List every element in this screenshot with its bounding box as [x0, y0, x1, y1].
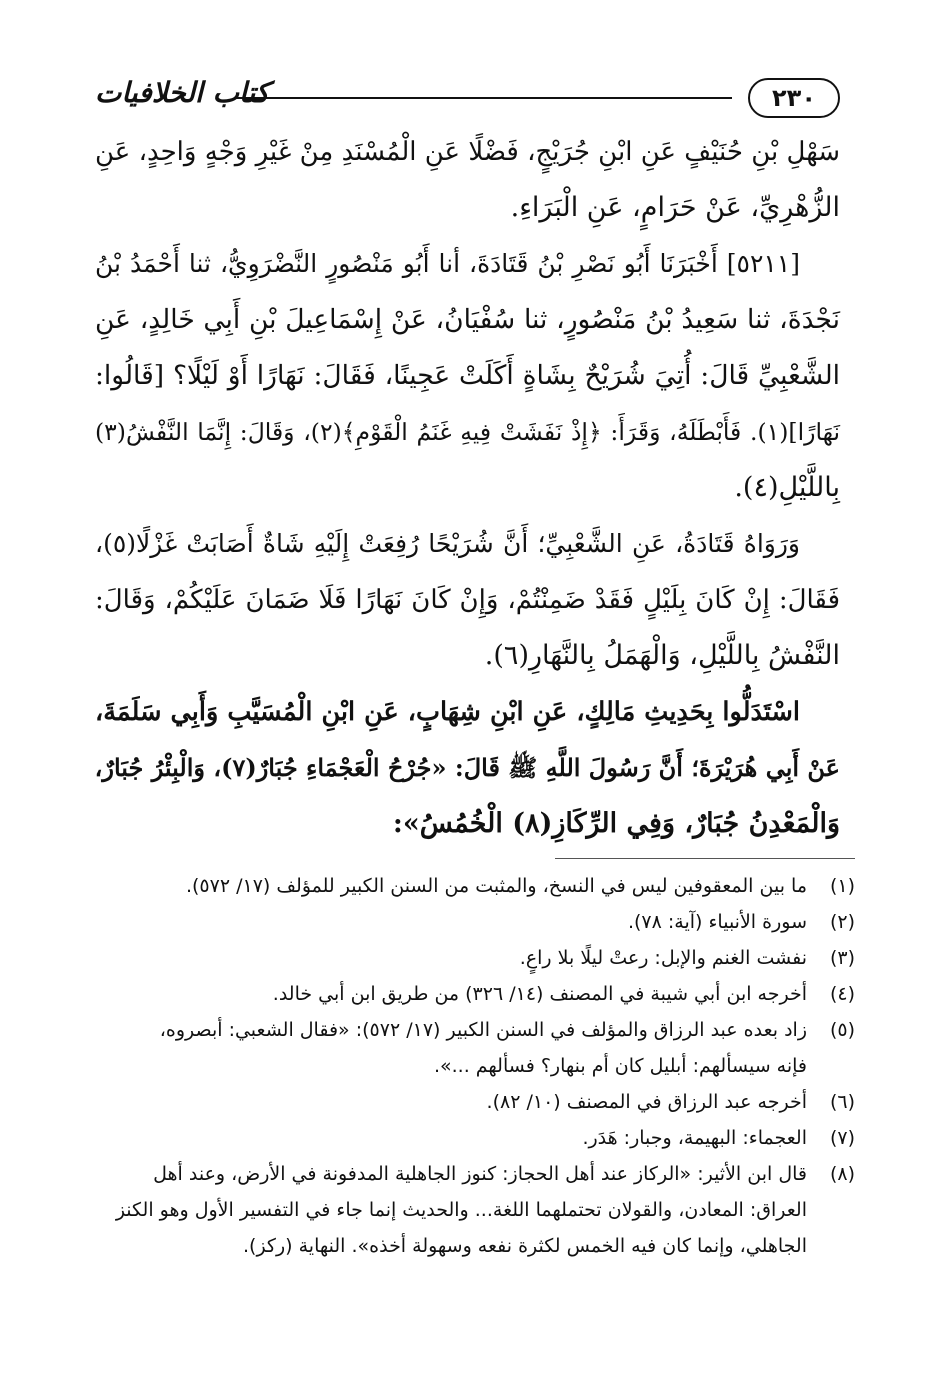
text-line: عَنْ أَبِي هُرَيْرَةَ؛ أَنَّ رَسُولَ اللَّهِ ﷺ قَالَ: «جُرْحُ الْعَجْمَاءِ جُبَارٌ(٧)، وَالْبِئْرُ جُبَارٌ،: [94, 753, 840, 782]
footnote-text: سورة الأنبياء (آية: ٧٨).: [627, 911, 807, 933]
footnote: [110, 1084, 855, 1120]
page-header: [95, 70, 840, 130]
text-line: النَّفْشُ بِاللَّيْلِ، وَالْهَمَلُ بِالنَّهَارِ(٦).: [484, 640, 840, 671]
footnote-number: (٥): [829, 1019, 855, 1041]
text-line: اسْتَدَلُّوا بِحَدِيثِ مَالِكٍ، عَنِ ابْنِ شِهَابٍ، عَنِ ابْنِ الْمُسَيَّبِ وَأَبِي سَلَمَةَ،: [95, 697, 800, 727]
footnote-divider: [555, 858, 855, 859]
text-line: الزُّهْرِيِّ، عَنْ حَرَامٍ، عَنِ الْبَرَاءِ.: [510, 192, 840, 223]
main-text: [95, 124, 840, 852]
footnote-number: (٢): [829, 911, 855, 933]
footnote-text-continued: العراق: المعادن، والقولان تحتملهما اللغة... والحديث إنما جاء في التفسير الأول وهو الكنز الجاهلي، وإنما كان فيه الخمس لكثرة نفعه وسهولة أخذه». النهاية (ركز).: [115, 1199, 807, 1257]
footnotes: [110, 868, 855, 1264]
text-line: سَهْلِ بْنِ حُنَيْفٍ عَنِ ابْنِ جُرَيْجٍ، فَضْلًا عَنِ الْمُسْنَدِ مِنْ غَيْرِ وَجْهٍ وَاحِدٍ، عَنِ: [95, 137, 840, 167]
footnote-text: قال ابن الأثير: «الركاز عند أهل الحجاز: كنوز الجاهلية المدفونة في الأرض، وعند أهل: [153, 1163, 807, 1185]
footnote-number: (٨): [829, 1163, 855, 1185]
footnote-text: نفشت الغنم والإبل: رعتْ ليلًا بلا راعٍ.: [519, 947, 807, 969]
text-line: فَقَالَ: إِنْ كَانَ بِلَيْلٍ فَقَدْ ضَمِنْتُمْ، وَإِنْ كَانَ نَهَارًا فَلَا ضَمَانَ عَلَيْكُمْ، وَقَالَ:: [95, 585, 840, 615]
footnote: [110, 940, 855, 976]
text-line: وَرَوَاهُ قَتَادَةُ، عَنِ الشَّعْبِيِّ؛ أَنَّ شُرَيْحًا رُفِعَتْ إِلَيْهِ شَاةٌ أَصَابَتْ غَزْلًا(٥)،: [95, 529, 800, 558]
footnote-text: أخرجه ابن أبي شيبة في المصنف (١٤/ ٣٢٦) من طريق ابن أبي خالد.: [272, 983, 807, 1005]
footnote: [110, 868, 855, 904]
footnote-text-continued: فإنه سيسألهم: أبليل كان أم بنهار؟ فسألهم ...».: [433, 1055, 807, 1077]
footnote-number: (٣): [829, 947, 855, 969]
footnote-text: زاد بعده عبد الرزاق والمؤلف في السنن الكبير (١٧/ ٥٧٢): «فقال الشعبي: أبصروه،: [159, 1019, 807, 1041]
page-number: ٢٣٠: [748, 78, 840, 118]
text-line: الشَّعْبِيِّ قَالَ: أُتِيَ شُرَيْحٌ بِشَاةٍ أَكَلَتْ عَجِينًا، فَقَالَ: نَهَارًا أَوْ لَيْلًا؟ [قَالُوا:: [95, 360, 840, 391]
text-line: نَهَارًا](١). فَأَبْطَلَهُ، وَقَرَأَ: ﴿إِذْ نَفَشَتْ فِيهِ غَنَمُ الْقَوْمِ﴾(٢)، وَقَالَ: إِنَّمَا النَّفْشُ(٣): [95, 418, 840, 446]
text-line: نَجْدَةَ، ثنا سَعِيدُ بْنُ مَنْصُورٍ، ثنا سُفْيَانُ، عَنْ إِسْمَاعِيلَ بْنِ أَبِي خَالِدٍ، عَنِ: [95, 304, 840, 335]
text-line: بِاللَّيْلِ(٤).: [734, 472, 840, 503]
footnote-number: (٦): [829, 1091, 855, 1113]
footnote: [110, 904, 855, 940]
footnote: [110, 1012, 855, 1084]
footnote-number: (٤): [829, 983, 855, 1005]
footnote: [110, 1120, 855, 1156]
footnote-text: أخرجه عبد الرزاق في المصنف (١٠/ ٨٢).: [486, 1091, 807, 1113]
footnote-text: العجماء: البهيمة، وجبار: هَدَر.: [582, 1127, 807, 1149]
footnote-number: (٧): [829, 1127, 855, 1149]
book-title: كتاب الخلافيات: [95, 76, 270, 109]
hadith-entry-line: [٥٢١١] أَخْبَرَنَا أَبُو نَصْرِ بْنُ قَتَادَةَ، أنا أَبُو مَنْصُورٍ النَّضْرَوِيُّ، ثنا أَحْمَدُ بْنُ: [95, 249, 800, 278]
footnote: [110, 976, 855, 1012]
header-rule: [235, 97, 732, 99]
footnote-text: ما بين المعقوفين ليس في النسخ، والمثبت من السنن الكبير للمؤلف (١٧/ ٥٧٢).: [185, 875, 807, 897]
text-line: وَالْمَعْدِنُ جُبَارٌ، وَفِي الرِّكَازِ(٨) الْخُمُسُ»:: [392, 808, 840, 839]
footnote: [110, 1156, 855, 1264]
footnote-number: (١): [829, 875, 855, 897]
